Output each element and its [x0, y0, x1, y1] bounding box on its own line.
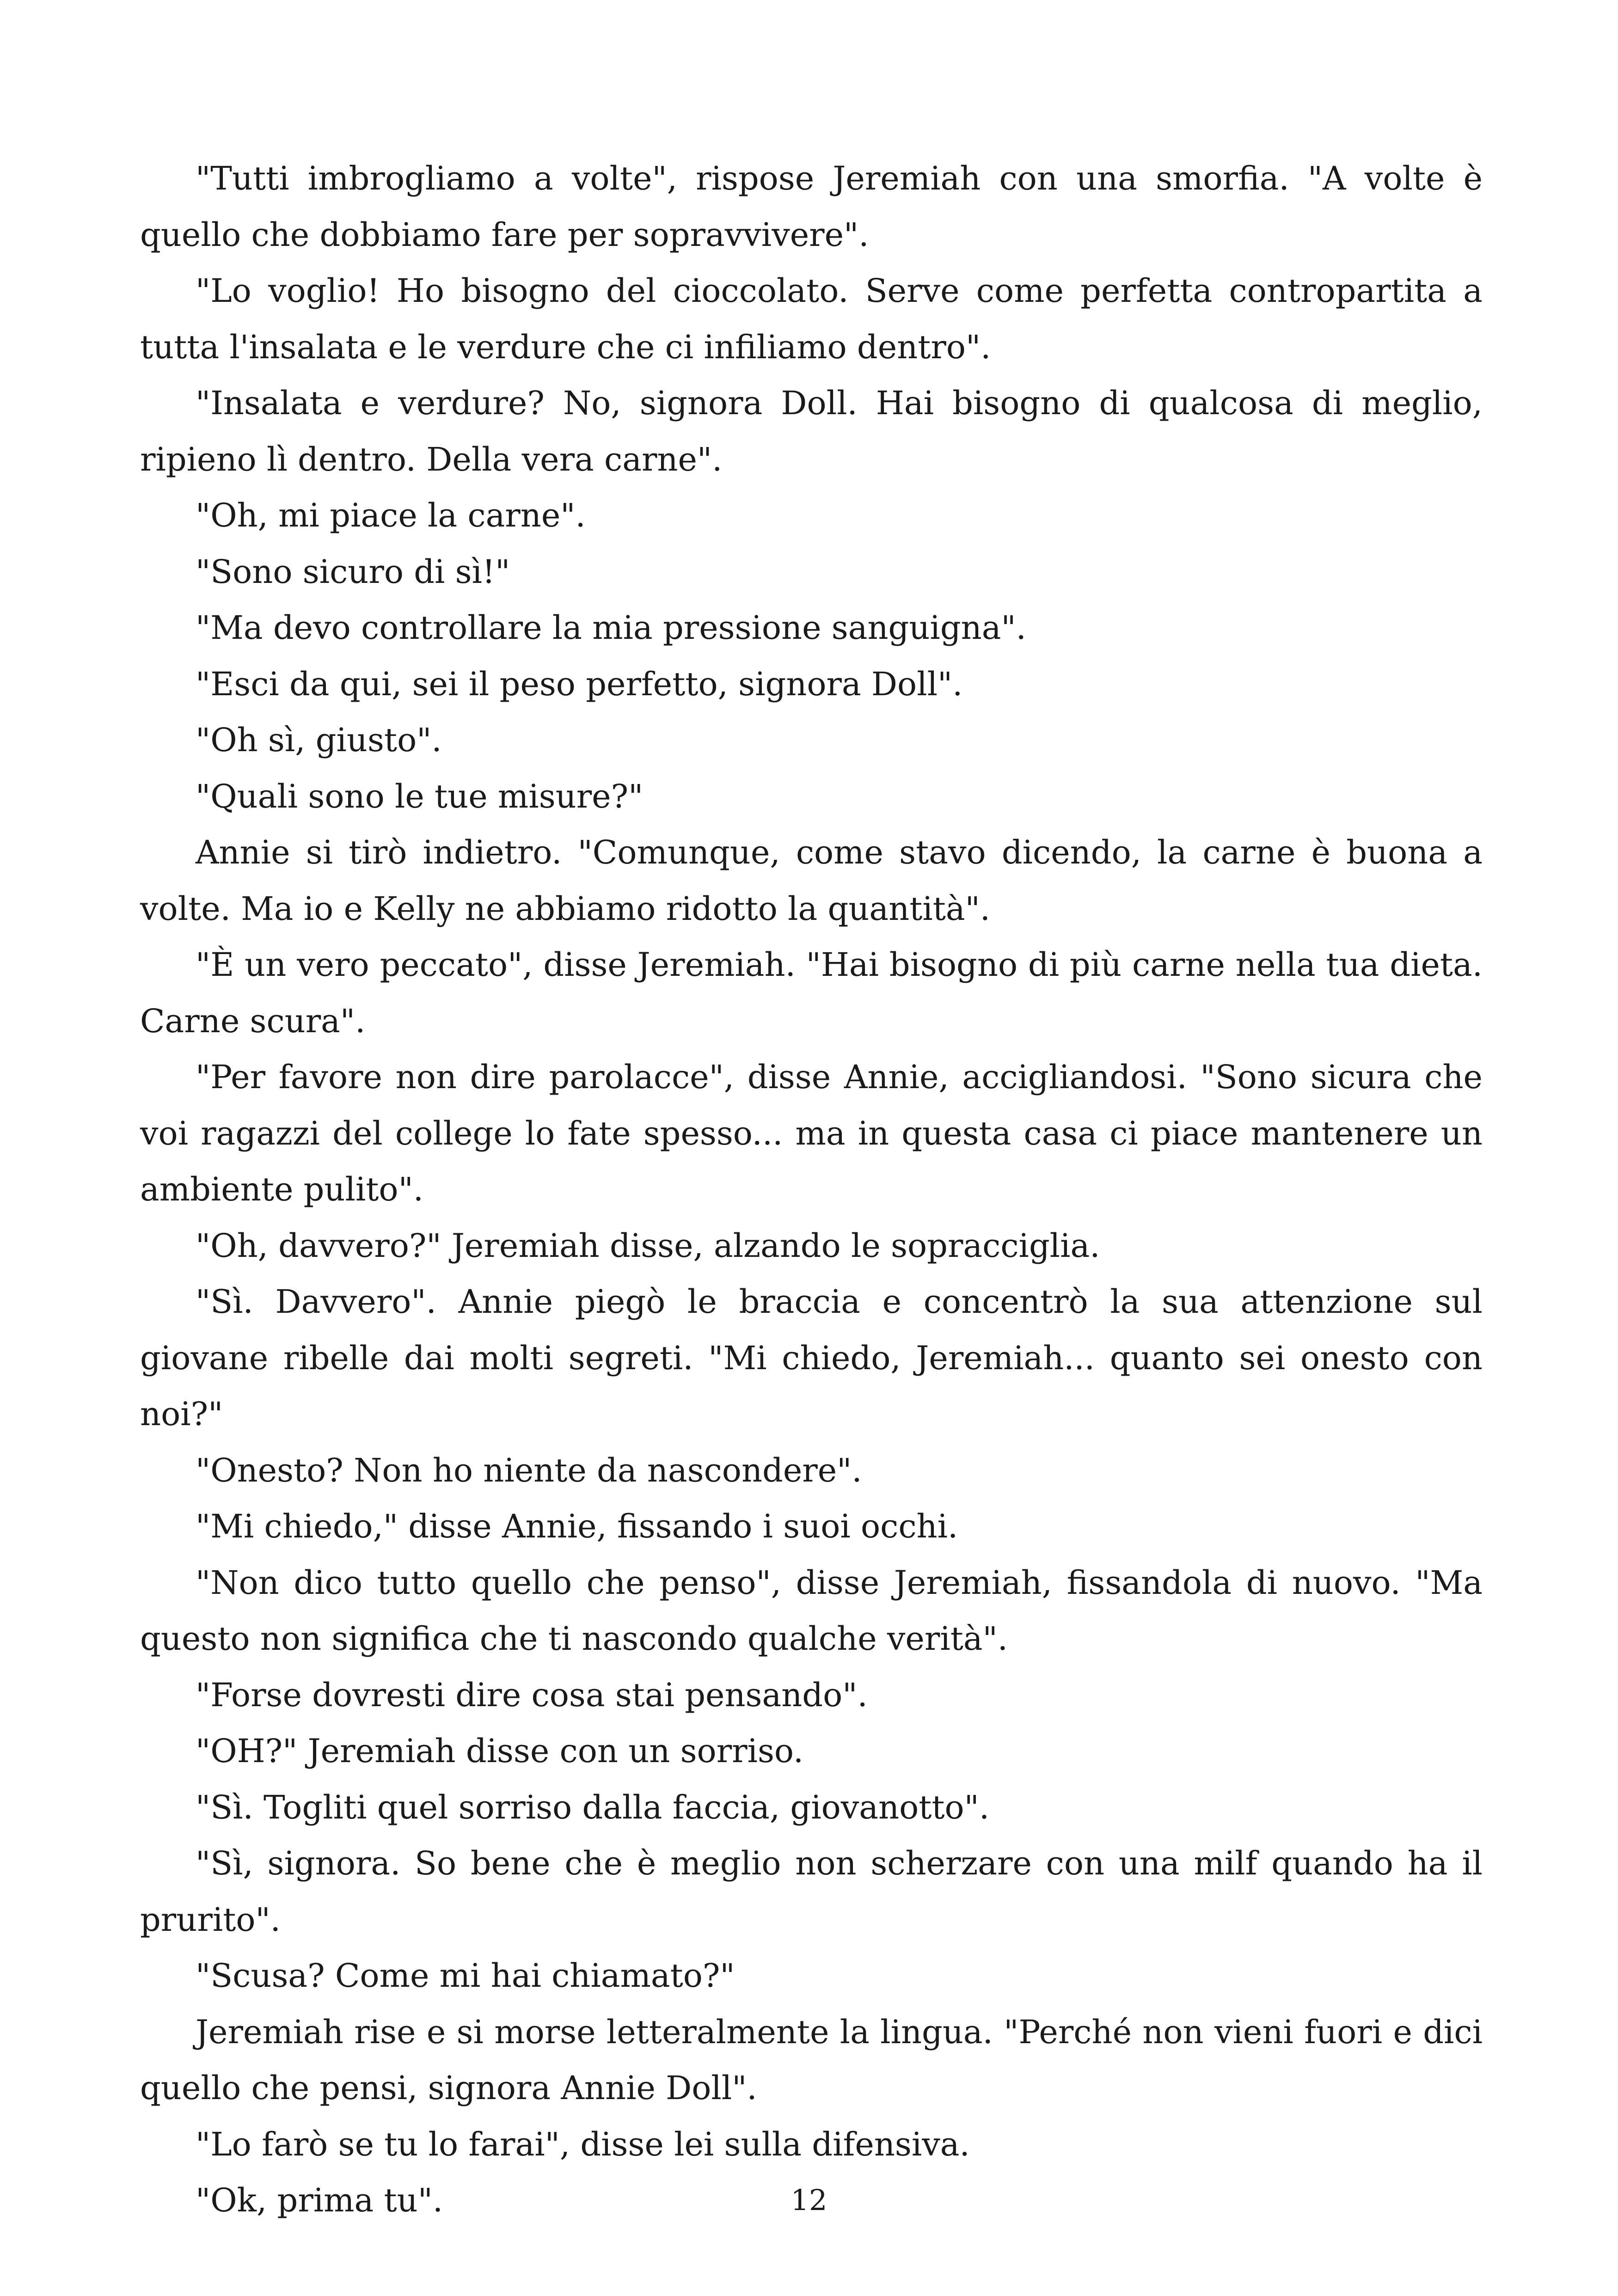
paragraph: "Sì. Togliti quel sorriso dalla faccia, giovanotto".: [196, 1788, 990, 1826]
paragraph: "Sì, signora. So bene che è meglio non scherzare con una milf quando ha il prurito".: [140, 1844, 1483, 1939]
paragraph: "Onesto? Non ho niente da nascondere".: [196, 1451, 862, 1489]
paragraph: "OH?" Jeremiah disse con un sorriso.: [196, 1732, 804, 1770]
paragraph: Annie si tirò indietro. "Comunque, come stavo dicendo, la carne è buona a volte. Ma io e Kelly ne abbiamo ridotto la quantità".: [140, 833, 1483, 928]
paragraph: "Oh, mi piace la carne".: [196, 496, 586, 534]
paragraph: Jeremiah rise e si morse letteralmente la lingua. "Perché non vieni fuori e dici quello che pensi, signora Annie Doll".: [140, 2013, 1483, 2107]
paragraph: "Sì. Davvero". Annie piegò le braccia e concentrò la sua attenzione sul giovane ribelle dai molti segreti. "Mi chiedo, Jeremiah... quanto sei onesto con noi?": [140, 1283, 1483, 1433]
paragraph: "Mi chiedo," disse Annie, fissando i suoi occhi.: [196, 1507, 958, 1545]
paragraph: "Per favore non dire parolacce", disse Annie, accigliandosi. "Sono sicura che voi ragazzi del college lo fate spesso... ma in questa casa ci piace mantenere un ambiente pulito".: [140, 1058, 1483, 1208]
paragraph: "Ok, prima tu".: [196, 2181, 443, 2219]
paragraph: "Forse dovresti dire cosa stai pensando".: [196, 1676, 868, 1714]
paragraph: "Lo farò se tu lo farai", disse lei sulla difensiva.: [196, 2125, 970, 2163]
paragraph: "Sono sicuro di sì!": [196, 552, 510, 591]
page-number: 12: [791, 2183, 827, 2217]
paragraph: "È un vero peccato", disse Jeremiah. "Hai bisogno di più carne nella tua dieta. Carne scura".: [140, 946, 1483, 1040]
paragraph: "Insalata e verdure? No, signora Doll. Hai bisogno di qualcosa di meglio, ripieno lì dentro. Della vera carne".: [140, 384, 1483, 478]
paragraph: "Tutti imbrogliamo a volte", rispose Jeremiah con una smorfia. "A volte è quello che dobbiamo fare per sopravvivere".: [140, 159, 1483, 254]
paragraph: "Esci da qui, sei il peso perfetto, signora Doll".: [196, 665, 963, 703]
paragraph: "Ma devo controllare la mia pressione sanguigna".: [196, 609, 1026, 647]
paragraph: "Lo voglio! Ho bisogno del cioccolato. Serve come perfetta contropartita a tutta l'insalata e le verdure che ci infiliamo dentro".: [140, 272, 1483, 366]
paragraph: "Quali sono le tue misure?": [196, 777, 644, 815]
body-text: [140, 151, 1483, 2229]
paragraph: "Oh, davvero?" Jeremiah disse, alzando le sopracciglia.: [196, 1226, 1100, 1265]
paragraph: "Oh sì, giusto".: [196, 721, 442, 759]
paragraph: "Non dico tutto quello che penso", disse Jeremiah, fissandola di nuovo. "Ma questo non significa che ti nascondo qualche verità".: [140, 1563, 1483, 1658]
paragraph: "Scusa? Come mi hai chiamato?": [196, 1957, 735, 1995]
